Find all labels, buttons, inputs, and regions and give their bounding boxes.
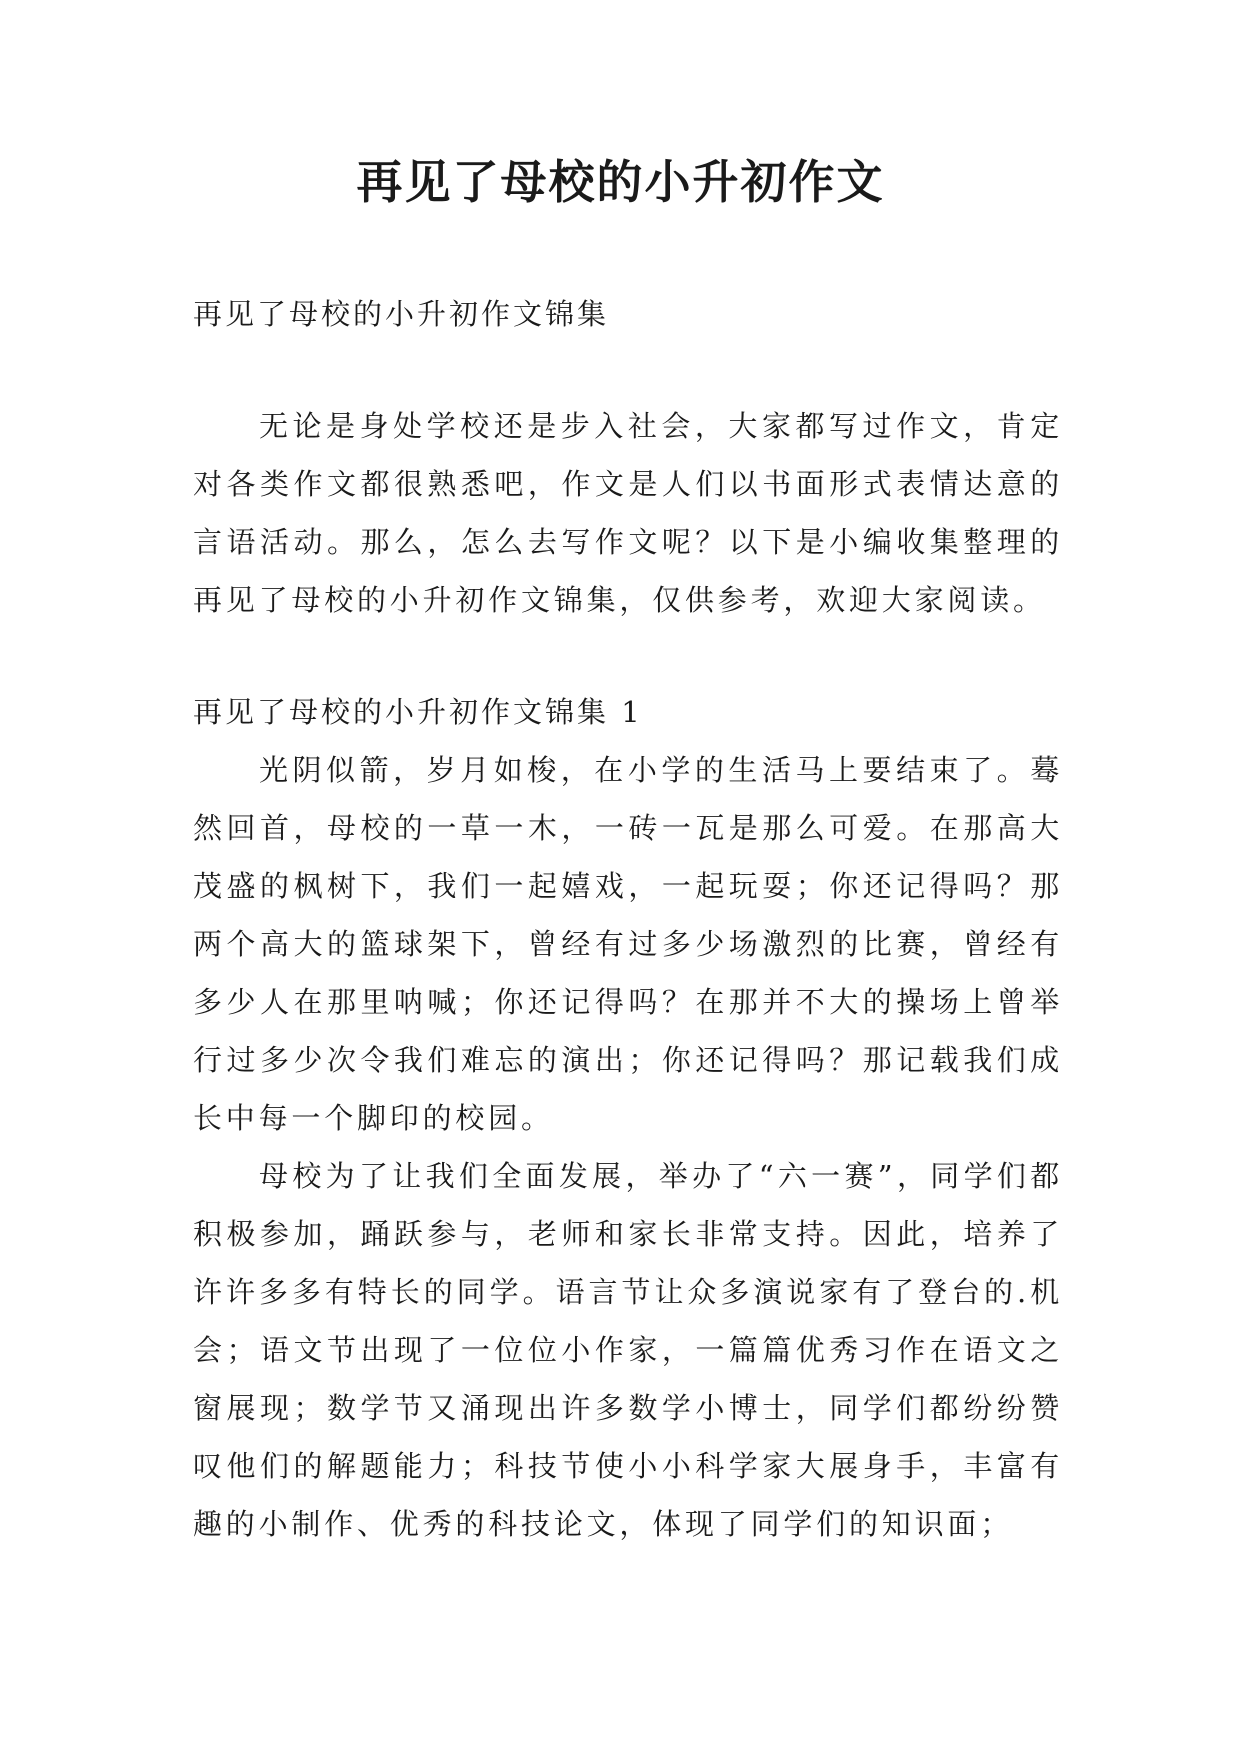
document-body [193, 285, 1063, 1553]
section-1-paragraph-2: 母校为了让我们全面发展，举办了“六一赛”，同学们都积极参加，踊跃参与，老师和家长非常支持。因此，培养了许许多多有特长的同学。语言节让众多演说家有了登台的.机会；语文节出现了一位位小作家，一篇篇优秀习作在语文之窗展现；数学节又涌现出许多数学小博士，同学们都纷纷赞叹他们的解题能力；科技节使小小科学家大展身手，丰富有趣的小制作、优秀的科技论文，体现了同学们的知识面； [193, 1159, 1063, 1541]
intro-paragraph: 无论是身处学校还是步入社会，大家都写过作文，肯定对各类作文都很熟悉吧，作文是人们以书面形式表情达意的言语活动。那么，怎么去写作文呢？以下是小编收集整理的再见了母校的小升初作文锦集，仅供参考，欢迎大家阅读。 [193, 409, 1063, 617]
section-1-paragraph-1: 光阴似箭，岁月如梭，在小学的生活马上要结束了。蓦然回首，母校的一草一木，一砖一瓦是那么可爱。在那高大茂盛的枫树下，我们一起嬉戏，一起玩耍；你还记得吗？那两个高大的篮球架下，曾经有过多少场激烈的比赛，曾经有多少人在那里呐喊；你还记得吗？在那并不大的操场上曾举行过多少次令我们难忘的演出；你还记得吗？那记载我们成长中每一个脚印的校园。 [193, 753, 1063, 1135]
section-1-heading: 再见了母校的小升初作文锦集 1 [193, 695, 643, 729]
document-subtitle: 再见了母校的小升初作文锦集 [193, 297, 610, 331]
document-title: 再见了母校的小升初作文 [356, 155, 885, 209]
